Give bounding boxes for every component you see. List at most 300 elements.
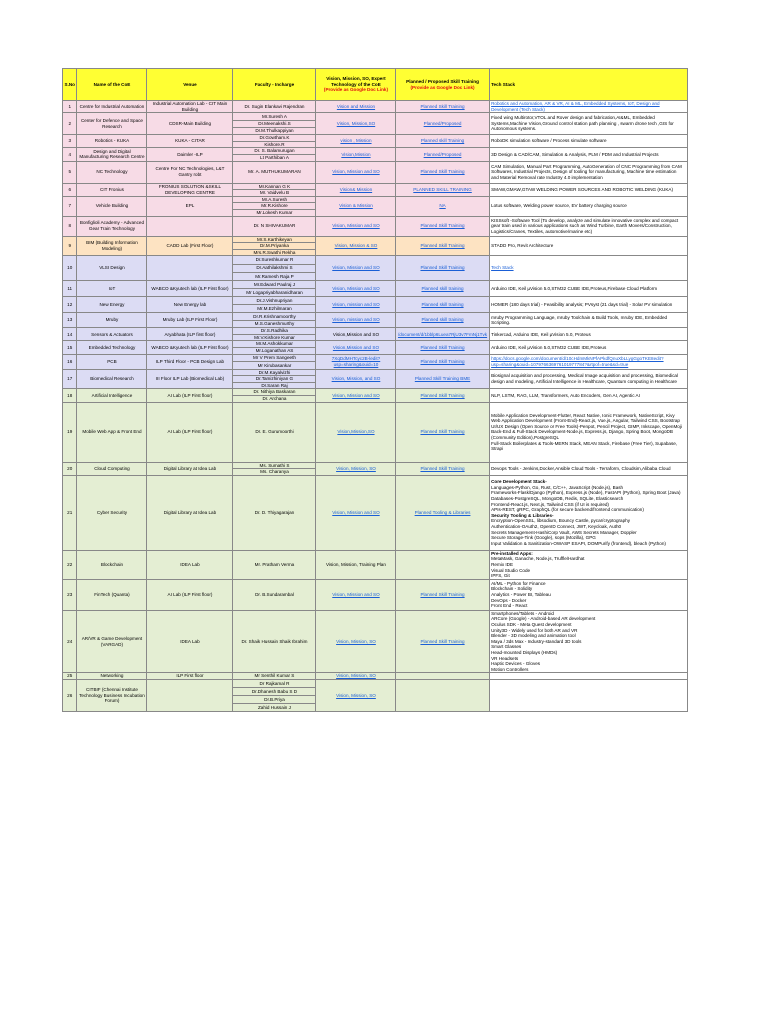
row-vision[interactable] — [316, 281, 396, 297]
tech-line: VR Headsets — [491, 655, 519, 661]
row-planned[interactable] — [396, 579, 489, 610]
row-planned[interactable] — [396, 297, 489, 313]
row-coe-name: IoT — [77, 281, 147, 297]
tech-line: Web Application Development (Front-End)-React.js, Vue.js, Angular, Tailwind CSS, Bootstrap — [491, 418, 680, 424]
row-tech-stack — [489, 297, 687, 313]
vision-link[interactable]: Vision,Mission — [341, 151, 371, 157]
planned-link[interactable]: Planned Skill Training — [420, 638, 465, 644]
row-venue: Centre For NC Technologies, L&T Gantry robt — [147, 161, 233, 183]
row-coe-name: Biomedical Research — [77, 369, 147, 389]
planned-link[interactable]: Planned Skill Training — [420, 243, 465, 249]
vision-link[interactable]: Vision & Mission — [339, 203, 373, 209]
row-venue: AI Lab (ILP First floor) — [147, 402, 233, 462]
tech-line: ARCore (Google) - Android-based AR development — [491, 616, 596, 622]
tech-line: STADD Pro, Revit Architecture — [491, 243, 554, 249]
tech-line: MetaMask, Ganache, Node.js, Truffle/Hardhat — [491, 556, 585, 562]
planned-link[interactable]: Planned/Proposed — [423, 120, 462, 126]
row-planned[interactable] — [396, 135, 489, 148]
row-venue: ILP Third Floor - PCB Design Lab — [147, 354, 233, 369]
tech-line: KISSsoft -Software Tool (To develop, analyze and simulate innovative complex and compact gear train used in various applications such as Wind Turbine, Earth Movers/Construction, Logistics/Cranes, Textiles, automotive/marine etc) — [491, 217, 679, 234]
row-faculty: Dr. B.Sundarambal — [233, 579, 316, 610]
header-vision-label: Vision, Mission, SO, Expert Technology of the CoE — [326, 76, 386, 87]
row-faculty: Mr.Edward Paulraj J — [233, 281, 316, 289]
row-faculty: Mr.M.Ezhilmaran — [233, 305, 316, 313]
vision-link[interactable]: 7XqDdMHTcyc2B-ledit?usp=sharing&ouid=10 — [331, 356, 381, 367]
row-faculty: Mr.S.Karthikeyan — [233, 236, 316, 243]
table-row — [63, 475, 688, 550]
row-planned[interactable] — [396, 475, 489, 550]
row-planned[interactable] — [396, 462, 489, 475]
tech-line: Blockchain - Solidity — [491, 586, 533, 592]
vision-link[interactable]: Vision,Mission,SO — [337, 429, 375, 435]
planned-link[interactable]: Planned Skill Training — [420, 392, 465, 398]
tech-line: Frameworks-Flask/Django (Python), Express.js (Node), FastAPI (Python), Spring Boot (Java) — [491, 490, 681, 496]
tech-line: SMAW,GMAW,GTAW WELDING POWER SOURCES AND ROBOTIC WELDING (KUKA) — [491, 186, 673, 192]
table-row — [63, 101, 688, 113]
tech-line: Encryption-OpenSSL, libsodium, Bouncy Castle, pycar/cryptography — [491, 518, 630, 524]
planned-link[interactable]: Planned Skill Training — [420, 103, 465, 109]
row-planned[interactable] — [396, 389, 489, 402]
row-faculty: Mr.M.Ashokkumar — [233, 341, 316, 348]
row-sno: 1 — [63, 101, 77, 113]
vision-link[interactable]: Vision, Mission, SO — [336, 638, 376, 644]
row-sno: 20 — [63, 462, 77, 475]
row-vision[interactable] — [316, 462, 396, 475]
row-faculty: Mr. A. MUTHUKUMARAN — [233, 161, 316, 183]
row-sno: 12 — [63, 297, 77, 313]
row-vision[interactable] — [316, 610, 396, 673]
row-faculty: Dr.Dhanesh Babu S D — [233, 687, 316, 695]
row-sno: 16 — [63, 354, 77, 369]
row-coe-name: Centre for Industrial Automation — [77, 101, 147, 113]
row-sno: 4 — [63, 148, 77, 161]
row-tech-stack — [489, 579, 687, 610]
row-faculty: Mr.A.Suresh — [233, 196, 316, 203]
row-faculty: Mrs.R.Swathi Rekha — [233, 249, 316, 256]
row-faculty: Zahid Hussain J — [233, 703, 316, 711]
vision-link[interactable]: Vision, Mission and SO — [332, 392, 380, 398]
row-venue: EPL — [147, 196, 233, 216]
row-sno: 22 — [63, 550, 77, 579]
planned-link[interactable]: Planned skill training — [421, 317, 464, 323]
row-planned — [396, 550, 489, 579]
vision-link[interactable]: Vision,Mission and SO — [332, 344, 380, 350]
vision-link[interactable]: Vision& Mission — [339, 186, 373, 192]
tech-line: Arduino IDE, Keil µVision 5.0,STM32 CUBE IDE,Proteus — [491, 344, 607, 350]
row-sno: 3 — [63, 135, 77, 148]
row-vision[interactable] — [316, 369, 396, 389]
row-sno: 19 — [63, 402, 77, 462]
tech-line: Secrets Management-HashiCorp Vault, AWS Secrets Manager, Doppler — [491, 529, 637, 535]
row-vision[interactable] — [316, 196, 396, 216]
row-venue: ILP First floor — [147, 673, 233, 680]
row-faculty: Dr.M.Kayalvizhi — [233, 369, 316, 376]
row-coe-name: VLSI Design — [77, 256, 147, 281]
row-sno: 26 — [63, 679, 77, 711]
row-sno: 10 — [63, 256, 77, 281]
row-sno: 17 — [63, 369, 77, 389]
tech-line: Haptic Devices - Gloves — [491, 661, 541, 667]
row-venue: WABCO &Kyutech lab (ILP First floor) — [147, 341, 233, 354]
tech-line: Input Validation & Sanitization-OWASP ESAPI, DOMPurify (frontend), bleach (Python) — [491, 540, 666, 546]
row-venue — [147, 679, 233, 711]
row-coe-name: Center for Defence and Space Research — [77, 113, 147, 135]
row-venue: FRONIUS SOLUTION &SKILL DEVELOPING CENTRE — [147, 183, 233, 196]
row-faculty: Dr.M.Thulkappiyan — [233, 127, 316, 134]
tech-line: Smartphones/Tablets - Android — [491, 610, 554, 616]
row-coe-name: Sensors & Actuators — [77, 328, 147, 341]
row-coe-name: Blockchain — [77, 550, 147, 579]
vision-link[interactable]: vision , Mission — [340, 138, 372, 144]
vision-link[interactable]: Vision, Mission and SO — [332, 591, 380, 597]
row-tech-stack[interactable] — [489, 101, 687, 113]
row-planned[interactable] — [396, 354, 489, 369]
row-venue: IDEA Lab — [147, 550, 233, 579]
row-planned[interactable] — [396, 328, 489, 341]
row-venue: CDSR-Main Building — [147, 113, 233, 135]
tech-line: Front End - React — [491, 603, 528, 609]
row-vision[interactable] — [316, 673, 396, 680]
row-vision[interactable] — [316, 161, 396, 183]
row-vision[interactable] — [316, 354, 396, 369]
row-faculty: Ms. Sumathi S — [233, 462, 316, 469]
row-vision[interactable] — [316, 297, 396, 313]
row-tech-stack[interactable] — [489, 354, 687, 369]
row-faculty: Dr. Shaik Hussain Shaik Ibrahim — [233, 610, 316, 673]
table-row — [63, 402, 688, 462]
planned-link[interactable]: Planned Skill Training — [420, 265, 465, 271]
row-coe-name: Bonfiglioli Academy - Advanced Gear Train Technology — [77, 216, 147, 236]
row-faculty: Mr.Ramesh Raja P — [233, 272, 316, 280]
table-row — [63, 313, 688, 321]
tech-line: Remix IDE — [491, 562, 514, 567]
planned-link[interactable]: Planned Skill Training — [420, 358, 465, 364]
row-faculty: Mr.R.Kishore — [233, 203, 316, 210]
row-faculty: Dr.Gowtham.K — [233, 135, 316, 142]
row-sno: 21 — [63, 475, 77, 550]
table-row — [63, 354, 688, 362]
vision-link[interactable]: Vision, Mission and SO — [332, 285, 380, 291]
row-faculty: Mr. Vaidvelu B — [233, 190, 316, 197]
vision-link[interactable]: Vision, mission and SO — [332, 301, 380, 307]
row-faculty: Mr.Kannan G K — [233, 183, 316, 190]
row-tech-stack — [489, 313, 687, 328]
row-vision[interactable] — [316, 313, 396, 328]
row-sno: 2 — [63, 113, 77, 135]
row-planned[interactable] — [396, 313, 489, 328]
row-planned[interactable] — [396, 113, 489, 135]
row-faculty: M.S.Ganeshmurthy — [233, 320, 316, 328]
header-planned — [396, 69, 489, 101]
tech-line: Blender - 3D modeling and animation tool — [491, 633, 576, 639]
row-tech-stack — [489, 550, 687, 579]
row-venue: III Floor ILP Lab (Biomedical Lab) — [147, 369, 233, 389]
row-vision[interactable] — [316, 679, 396, 711]
planned-link[interactable]: Planned Skill Training — [420, 344, 465, 350]
row-coe-name: Cloud Computing — [77, 462, 147, 475]
row-coe-name: Robotics - KUKA — [77, 135, 147, 148]
row-faculty: Dr. D. Thiyagarajan — [233, 475, 316, 550]
tech-line: Authentication-OAuth2, OpenID Connect, JWT, Keycloak, Auth0 — [491, 524, 622, 529]
planned-link[interactable]: NA — [439, 203, 446, 209]
tech-line: 3D Design & CAD/CAM, Simulation & Analysis, PLM / PDM and Industrial Projects — [491, 151, 659, 157]
row-planned[interactable] — [396, 161, 489, 183]
row-faculty: Lt Parthiban A — [233, 154, 316, 161]
planned-link[interactable]: Planned Skill Training — [420, 465, 465, 471]
row-tech-stack[interactable] — [489, 256, 687, 281]
header-planned-label: Planned / Proposed Skill Training — [406, 78, 479, 84]
tech-line: Frontend-React.js, Next.js, Tailwind CSS (if UI is required) — [491, 501, 609, 507]
planned-link[interactable]: PLANNED SKILL TRAINING — [413, 186, 472, 192]
planned-link[interactable]: Planned skill training — [421, 301, 464, 307]
row-coe-name: CITBIF (Chennai Institute Technology Business Incubation Forum) — [77, 679, 147, 711]
row-faculty: Dr.J.Vishnupriyan — [233, 297, 316, 305]
tech-line: Devops Tools - Jenkins,Docker,Ansible Cloud Tools - Terraform, Cloudsim,Alibaba Cloud — [491, 465, 671, 471]
row-venue — [147, 216, 233, 236]
tech-line: Biosignal acquisition and processing, Medical Image acquisition and processing, Biomedical design and modeling, Artificial Intelligence in Healthcare, Quantum computing in Healthcare — [491, 373, 679, 385]
row-venue: Daimler -ILP — [147, 148, 233, 161]
table-row — [63, 113, 688, 120]
tech-line: Oculus SDK - Meta Quest development — [491, 621, 572, 627]
row-planned[interactable] — [396, 256, 489, 281]
row-faculty: Dr.Sureshkumar R — [233, 256, 316, 264]
tech-line: Unity3D - Widely used for both AR and VR — [491, 627, 578, 633]
row-sno: 23 — [63, 579, 77, 610]
row-faculty: Mr V Prem Sangeeth — [233, 354, 316, 362]
tech-link[interactable]: https://docs.google.com/document/d/10cHdmMkNPfAPkdfQnuXbLLygGgoTKE8edit?usp=sharing&ouid=107976636976101977784?&rtpof=true&sd=true — [491, 356, 664, 367]
row-coe-name: New Energy — [77, 297, 147, 313]
row-venue: KUKA - CITAR — [147, 135, 233, 148]
row-sno: 8 — [63, 216, 77, 236]
planned-link[interactable]: Planned Skill Training BME — [414, 376, 471, 382]
vision-link[interactable]: Vision, Mission,SO — [336, 120, 376, 126]
row-planned[interactable] — [396, 610, 489, 673]
row-faculty: Mr.Suresh A — [233, 113, 316, 120]
row-coe-name: Cyber Security — [77, 475, 147, 550]
table-row — [63, 281, 688, 289]
row-planned[interactable] — [396, 369, 489, 389]
row-faculty: Dr.Saran Raj — [233, 382, 316, 389]
row-tech-stack — [489, 135, 687, 148]
row-planned[interactable] — [396, 402, 489, 462]
vision-link[interactable]: Vision, Mission & SO — [334, 243, 378, 249]
row-coe-name: AR/VR & Game Development (VARGAD) — [77, 610, 147, 673]
vision-link[interactable]: Vision, Mission and SO — [332, 265, 380, 271]
row-venue: Aryabhata (ILP first floor) — [147, 328, 233, 341]
tech-link[interactable]: Robotics and Automation, AR & VR, AI & ML, Embedded Systems, IoT, Design and Development (Tech Stack) — [491, 101, 660, 112]
row-coe-name: PCB — [77, 354, 147, 369]
row-sno: 6 — [63, 183, 77, 196]
table-row — [63, 579, 688, 610]
row-planned[interactable] — [396, 341, 489, 354]
tech-line: Lotus software, Welding power source, EV battery charging source — [491, 203, 627, 209]
row-planned[interactable] — [396, 101, 489, 113]
row-venue: AI Lab (ILP First floor) — [147, 389, 233, 402]
row-venue: WABCO &Kyutech lab (ILP First floor) — [147, 281, 233, 297]
row-planned[interactable] — [396, 196, 489, 216]
row-faculty: Mr.Lokesh Kumar — [233, 209, 316, 216]
row-vision[interactable] — [316, 101, 396, 113]
row-vision[interactable] — [316, 402, 396, 462]
row-vision[interactable] — [316, 579, 396, 610]
row-faculty: Dr. Sugin Elankavi Rajendran — [233, 101, 316, 113]
row-coe-name: Design and Digital Manufacturing Research Centre — [77, 148, 147, 161]
row-venue: Industrial Automation Lab - CIT Main Building — [147, 101, 233, 113]
header-coe: Name of the CoE — [77, 69, 147, 101]
header-vision-note: (Provide as Google Doc Link) — [323, 87, 388, 93]
tech-line: Full-Stack Boilerplates & Tools-MERN Stack, MEAN Stack, Firebase (Free Tier), Supabase, Strapi — [491, 440, 678, 452]
table-row — [63, 196, 688, 203]
tech-heading: Core Development Stack- — [491, 479, 547, 485]
table-row — [63, 389, 688, 396]
row-sno: 11 — [63, 281, 77, 297]
row-coe-name: CIT Fronius — [77, 183, 147, 196]
vision-link[interactable]: Vision, Mission and SO — [332, 169, 380, 175]
vision-link[interactable]: Vision, Mission, SO — [336, 692, 376, 698]
row-coe-name: Vehicle Building — [77, 196, 147, 216]
row-faculty: Dr.M.Priyanka — [233, 243, 316, 250]
tech-heading: Security Tooling & Libraries- — [491, 512, 554, 518]
row-sno: 5 — [63, 161, 77, 183]
row-planned[interactable] — [396, 183, 489, 196]
row-faculty: Mr Kirubasankar — [233, 362, 316, 370]
tech-line: Back-End & Full-Stack Development-Node.js, Express.js, Django, Spring Boot, MongoDB (Community Edition),PostgreSQL — [491, 429, 673, 440]
table-row — [63, 610, 688, 673]
row-vision[interactable] — [316, 389, 396, 402]
table-row — [63, 341, 688, 348]
header-faculty: Faculty - Incharge — [233, 69, 316, 101]
row-planned[interactable] — [396, 148, 489, 161]
row-vision[interactable] — [316, 475, 396, 550]
planned-link[interactable]: Planned skill training — [421, 285, 464, 291]
tech-line: Languages-Python, Go, Rust, C/C++, JavaScript (Node.js), Bash — [491, 484, 624, 490]
vision-text: Vision,Mission and SO — [332, 331, 380, 337]
row-coe-name: Networking — [77, 673, 147, 680]
row-faculty: Dr Rajkamal R — [233, 679, 316, 687]
row-tech-stack — [489, 281, 687, 297]
table-row — [63, 369, 688, 376]
planned-link[interactable]: Planned Skill Training — [420, 429, 465, 435]
row-coe-name: NC Technology — [77, 161, 147, 183]
row-coe-name: BIM (Building Information Modeling) — [77, 236, 147, 256]
row-sno: 15 — [63, 341, 77, 354]
tech-line: Analytics - Power BI, Tableau — [491, 591, 551, 597]
row-sno: 13 — [63, 313, 77, 328]
row-vision — [316, 328, 396, 341]
row-vision[interactable] — [316, 256, 396, 281]
row-tech-stack — [489, 369, 687, 389]
row-sno: 9 — [63, 236, 77, 256]
row-coe-name: Mobile Web App & Front End — [77, 402, 147, 462]
row-planned — [396, 673, 489, 680]
row-vision — [316, 550, 396, 579]
table-row — [63, 328, 688, 335]
tech-link[interactable]: Tech Stack — [491, 265, 514, 271]
row-tech-stack — [489, 236, 687, 256]
row-faculty: Mr Senthil Kumar S — [233, 673, 316, 680]
planned-link[interactable]: Planned/Proposed — [423, 151, 462, 157]
vision-link[interactable]: Vision, Mission, SO — [336, 465, 376, 471]
coe-table — [62, 68, 688, 712]
row-planned[interactable] — [396, 216, 489, 236]
row-tech-stack — [489, 462, 687, 475]
tech-line: IPFS, Git — [491, 573, 510, 579]
planned-link[interactable]: Planned Skill Training — [420, 169, 465, 175]
planned-link[interactable]: Planned Skill Training — [420, 223, 465, 229]
table-row — [63, 216, 688, 236]
vision-link[interactable]: Vision, Mission and SO — [332, 510, 380, 516]
table-row — [63, 183, 688, 190]
table-row — [63, 236, 688, 243]
row-faculty: Dr. Archana — [233, 396, 316, 403]
row-faculty: Dr.Meenakshi.S — [233, 120, 316, 127]
planned-link[interactable]: /document/d/1bblp6Luea7RjU3v7FmNj1Tvk — [397, 331, 488, 337]
planned-link[interactable]: Planned Tooling & Libraries — [414, 510, 471, 516]
row-faculty: Mr Logapriyabharanidharan — [233, 289, 316, 297]
row-vision[interactable] — [316, 113, 396, 135]
table-row — [63, 462, 688, 469]
row-vision[interactable] — [316, 216, 396, 236]
vision-link[interactable]: Vision and Mission — [336, 103, 376, 109]
row-faculty: Dr.Tamizhiniyan G — [233, 376, 316, 383]
row-coe-name: FinTech (Quanta) — [77, 579, 147, 610]
row-faculty: Dr.Aathilakshmi S — [233, 264, 316, 272]
header-venue: Venue — [147, 69, 233, 101]
row-planned[interactable] — [396, 281, 489, 297]
tech-line: RoboDK simulation software / Process simulate software — [491, 138, 607, 144]
tech-line: Secure Storage-Tink (Google), sops (Mozilla), GPG — [491, 535, 596, 541]
row-tech-stack — [489, 475, 687, 550]
vision-link[interactable]: Vision, Mission, and SO — [331, 376, 381, 382]
planned-link[interactable]: Planned Skill Training — [420, 591, 465, 597]
row-tech-stack — [489, 389, 687, 402]
row-planned[interactable] — [396, 236, 489, 256]
row-vision[interactable] — [316, 135, 396, 148]
tech-line: Databases-PostgreSQL, MongoDB, Redis, SQLite, Elasticsearch — [491, 496, 624, 502]
vision-link[interactable]: Vision, Mission, SO — [336, 673, 376, 679]
row-faculty: Dr. E. Gurumoorthi — [233, 402, 316, 462]
row-vision[interactable] — [316, 236, 396, 256]
row-planned — [396, 679, 489, 711]
row-sno: 25 — [63, 673, 77, 680]
row-faculty: Mr.V.Kishore Kumar — [233, 334, 316, 341]
vision-link[interactable]: Vision, mission and SO — [332, 317, 380, 323]
tech-line: Maya / 3ds Max - Industry-standard 3D tools — [491, 638, 582, 644]
tech-line: Head-mounted Displays (HMDs) — [491, 649, 558, 655]
table-row — [63, 148, 688, 155]
row-sno: 18 — [63, 389, 77, 402]
row-tech-stack — [489, 148, 687, 161]
tech-line: Tinkercad, Arduino IDE, Keil µVision 5.0, Proteus — [491, 331, 591, 337]
row-tech-stack — [489, 673, 687, 680]
row-faculty: Dr.B.Priya — [233, 695, 316, 703]
row-venue: Digital Library at Idea Lab — [147, 462, 233, 475]
row-vision[interactable] — [316, 341, 396, 354]
table-row — [63, 673, 688, 680]
tech-line: DevOps - Docker — [491, 597, 527, 603]
row-faculty: Dr. N SHIVAKUMAR — [233, 216, 316, 236]
tech-line: APIs-REST, gRPC, GraphQL (for secure backend/frontend communication) — [491, 507, 644, 513]
row-tech-stack — [489, 113, 687, 135]
row-vision[interactable] — [316, 148, 396, 161]
planned-link[interactable]: Planned skill Training — [420, 138, 465, 144]
table-row — [63, 679, 688, 687]
tech-line: Motion Controllers — [491, 666, 529, 672]
row-tech-stack — [489, 610, 687, 673]
vision-link[interactable]: Vision, Mission and SO — [332, 223, 380, 229]
row-vision[interactable] — [316, 183, 396, 196]
row-faculty: Mr. Pratham Verma — [233, 550, 316, 579]
